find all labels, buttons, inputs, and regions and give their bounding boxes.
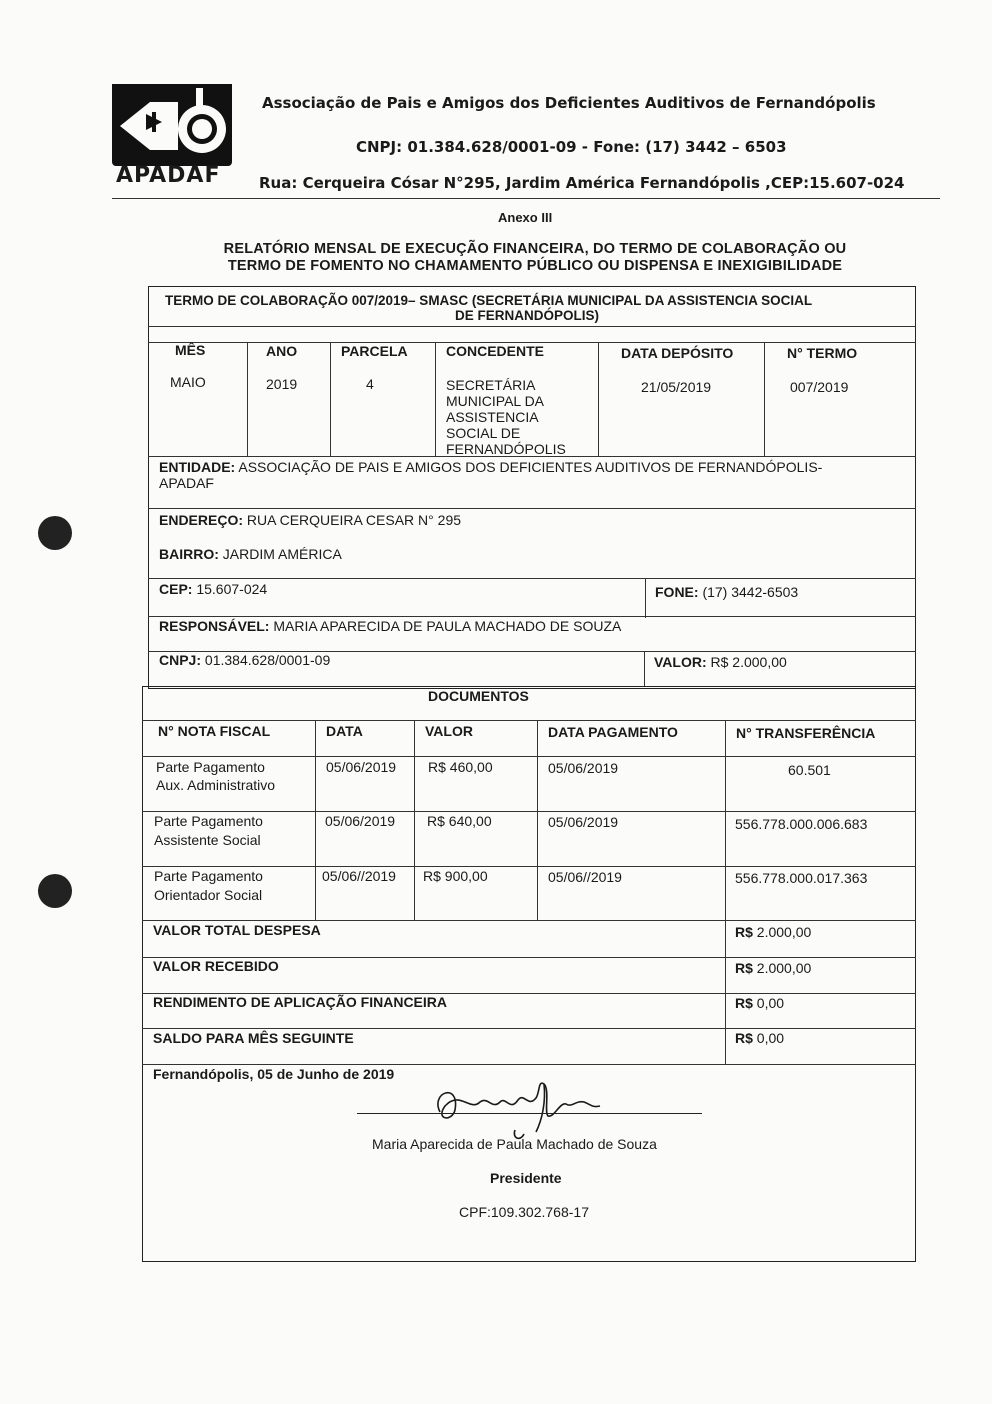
ear-logo-icon <box>112 84 232 166</box>
org-cnpj-phone: CNPJ: 01.384.628/0001-09 - Fone: (17) 3442 – 6503 <box>356 138 787 156</box>
row1-nota-l2: Aux. Administrativo <box>156 777 276 793</box>
value-parcela: 4 <box>366 376 374 392</box>
logo-text: APADAF <box>116 163 221 188</box>
header-parcela: PARCELA <box>341 343 408 359</box>
punch-hole-top <box>38 516 72 550</box>
row3-data: 05/06//2019 <box>322 868 396 884</box>
report-title-line2: TERMO DE FOMENTO NO CHAMAMENTO PÚBLICO OU DISPENSA E INEXIGIBILIDADE <box>227 258 843 274</box>
total-despesa-label: VALOR TOTAL DESPESA <box>153 922 321 938</box>
saldo-value: R$ 0,00 <box>735 1030 785 1046</box>
header-data-pagamento: DATA PAGAMENTO <box>548 724 678 740</box>
row2-nota-l2: Assistente Social <box>154 832 261 848</box>
row2-data-pag: 05/06/2019 <box>548 814 619 830</box>
org-address: Rua: Cerqueira Cósar N°295, Jardim América Fernandópolis ,CEP:15.607-024 <box>259 174 905 192</box>
value-data-deposito: 21/05/2019 <box>641 379 712 395</box>
documents-title: DOCUMENTOS <box>428 688 529 704</box>
value-mes: MAIO <box>170 374 206 390</box>
signature-line <box>357 1113 702 1114</box>
endereco: ENDEREÇO: RUA CERQUEIRA CESAR N° 295 <box>159 512 462 528</box>
row1-nota-l1: Parte Pagamento <box>156 759 265 775</box>
row1-transf: 60.501 <box>788 762 831 778</box>
row3-nota-l1: Parte Pagamento <box>154 868 263 884</box>
value-concedente-4: SOCIAL DE <box>446 425 521 441</box>
row2-valor: R$ 640,00 <box>427 813 492 829</box>
rendimento-label: RENDIMENTO DE APLICAÇÃO FINANCEIRA <box>153 994 448 1010</box>
row1-valor: R$ 460,00 <box>428 759 493 775</box>
row2-data: 05/06/2019 <box>325 813 396 829</box>
value-concedente-2: MUNICIPAL DA <box>446 393 545 409</box>
value-ano: 2019 <box>266 376 298 392</box>
valor-recebido-label: VALOR RECEBIDO <box>153 958 279 974</box>
signatory-cpf: CPF:109.302.768-17 <box>459 1204 589 1220</box>
row3-nota-l2: Orientador Social <box>154 887 263 903</box>
row3-transf: 556.778.000.017.363 <box>735 870 868 886</box>
header-mes: MÊS <box>175 342 206 358</box>
value-termo: 007/2019 <box>790 379 849 395</box>
header-data-deposito: DATA DEPÓSITO <box>621 345 734 361</box>
header-concedente: CONCEDENTE <box>446 343 545 359</box>
value-concedente-1: SECRETÁRIA <box>446 377 536 393</box>
row1-data: 05/06/2019 <box>326 759 397 775</box>
responsavel: RESPONSÁVEL: MARIA APARECIDA DE PAULA MACHADO DE SOUZA <box>159 618 622 634</box>
report-title-line1: RELATÓRIO MENSAL DE EXECUÇÃO FINANCEIRA, DO TERMO DE COLABORAÇÃO OU <box>223 241 847 257</box>
row2-nota-l1: Parte Pagamento <box>154 813 263 829</box>
signatory-name: Maria Aparecida de Paula Machado de Souza <box>372 1136 657 1152</box>
term-title-line1: TERMO DE COLABORAÇÃO 007/2019– SMASC (SECRETÁRIA MUNICIPAL DA ASSISTENCIA SOCIAL <box>165 293 813 308</box>
header-valor: VALOR <box>425 723 473 739</box>
signature-image <box>420 1072 680 1142</box>
fone: FONE: (17) 3442-6503 <box>655 584 799 600</box>
apadaf-logo <box>112 84 232 166</box>
bairro: BAIRRO: JARDIM AMÉRICA <box>159 546 342 562</box>
place-date: Fernandópolis, 05 de Junho de 2019 <box>153 1066 395 1082</box>
value-concedente-5: FERNANDÓPOLIS <box>446 441 566 457</box>
header-transferencia: N° TRANSFERÊNCIA <box>736 725 876 741</box>
header-termo: N° TERMO <box>787 345 858 361</box>
total-despesa-value: R$ 2.000,00 <box>735 924 812 940</box>
entidade-line2: APADAF <box>159 475 214 491</box>
org-name: Associação de Pais e Amigos dos Deficientes Auditivos de Fernandópolis <box>262 94 876 112</box>
row3-valor: R$ 900,00 <box>423 868 488 884</box>
saldo-label: SALDO PARA MÊS SEGUINTE <box>153 1030 354 1046</box>
entidade-line1: ENTIDADE: ASSOCIAÇÃO DE PAIS E AMIGOS DOS DEFICIENTES AUDITIVOS DE FERNANDÓPOLIS- <box>159 459 823 475</box>
header-ano: ANO <box>266 343 298 359</box>
header-nota-fiscal: N° NOTA FISCAL <box>158 723 271 739</box>
row2-transf: 556.778.000.006.683 <box>735 816 868 832</box>
value-concedente-3: ASSISTENCIA <box>446 409 539 425</box>
row3-data-pag: 05/06//2019 <box>548 869 622 885</box>
row1-data-pag: 05/06/2019 <box>548 760 619 776</box>
header-data: DATA <box>326 723 363 739</box>
cep: CEP: 15.607-024 <box>159 581 268 597</box>
signatory-role: Presidente <box>490 1170 562 1186</box>
annex-label: Anexo III <box>498 210 553 225</box>
term-title-line2: DE FERNANDÓPOLIS) <box>455 308 600 323</box>
rendimento-value: R$ 0,00 <box>735 995 785 1011</box>
header-rule <box>112 198 940 199</box>
punch-hole-bottom <box>38 874 72 908</box>
cnpj: CNPJ: 01.384.628/0001-09 <box>159 652 331 668</box>
valor-recebido-value: R$ 2.000,00 <box>735 960 812 976</box>
valor: VALOR: R$ 2.000,00 <box>654 654 787 670</box>
